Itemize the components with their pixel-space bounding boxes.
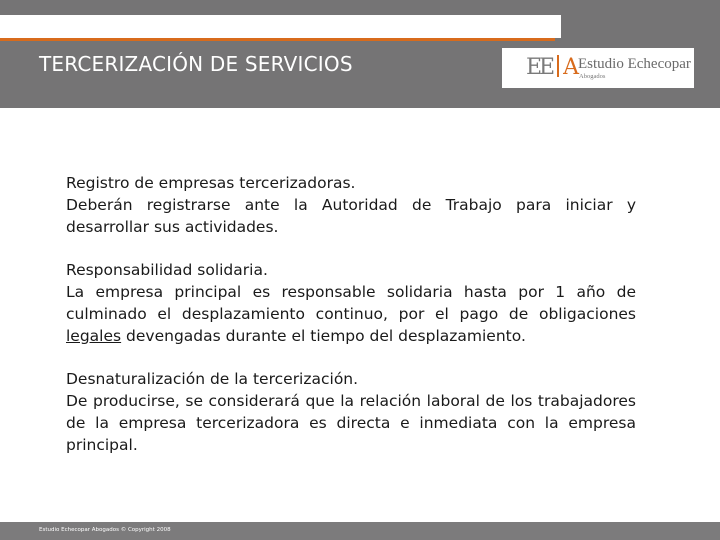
section-registro [66,172,636,238]
section-desnaturalizacion [66,368,636,456]
logo-subtitle: Abogados [579,73,606,80]
section-responsabilidad [66,259,636,347]
section-body: De producirse, se considerará que la relación laboral de los trabajadores de la empresa tercerizadora es directa e inmediata con la empresa principal. [66,392,636,454]
section-body: Deberán registrarse ante la Autoridad de Trabajo para iniciar y desarrollar sus actividades. [66,196,636,236]
body-text-end: devengadas durante el tiempo del desplazamiento. [121,327,526,345]
section-heading: Registro de empresas tercerizadoras. [66,174,356,192]
section-heading: Responsabilidad solidaria. [66,261,268,279]
footer-bar [0,522,720,540]
section-heading: Desnaturalización de la tercerización. [66,370,359,388]
logo [502,48,694,88]
slide-title: TERCERIZACIÓN DE SERVICIOS [39,52,353,76]
orange-accent-line [0,38,555,41]
logo-mark-icon: EE A [526,55,577,80]
header-banner [0,0,720,108]
underlined-word: legales [66,327,122,345]
section-body [66,281,636,347]
top-white-bar [0,15,561,38]
footer-copyright: Estudio Echecopar Abogados © Copyright 2008 [39,527,171,533]
logo-name: Estudio Echecopar [578,56,691,72]
content-area [66,172,636,477]
body-text-start: La empresa principal es responsable solidaria hasta por 1 año de culminado el desplazamiento continuo, por el pago de obligaciones [66,283,636,323]
